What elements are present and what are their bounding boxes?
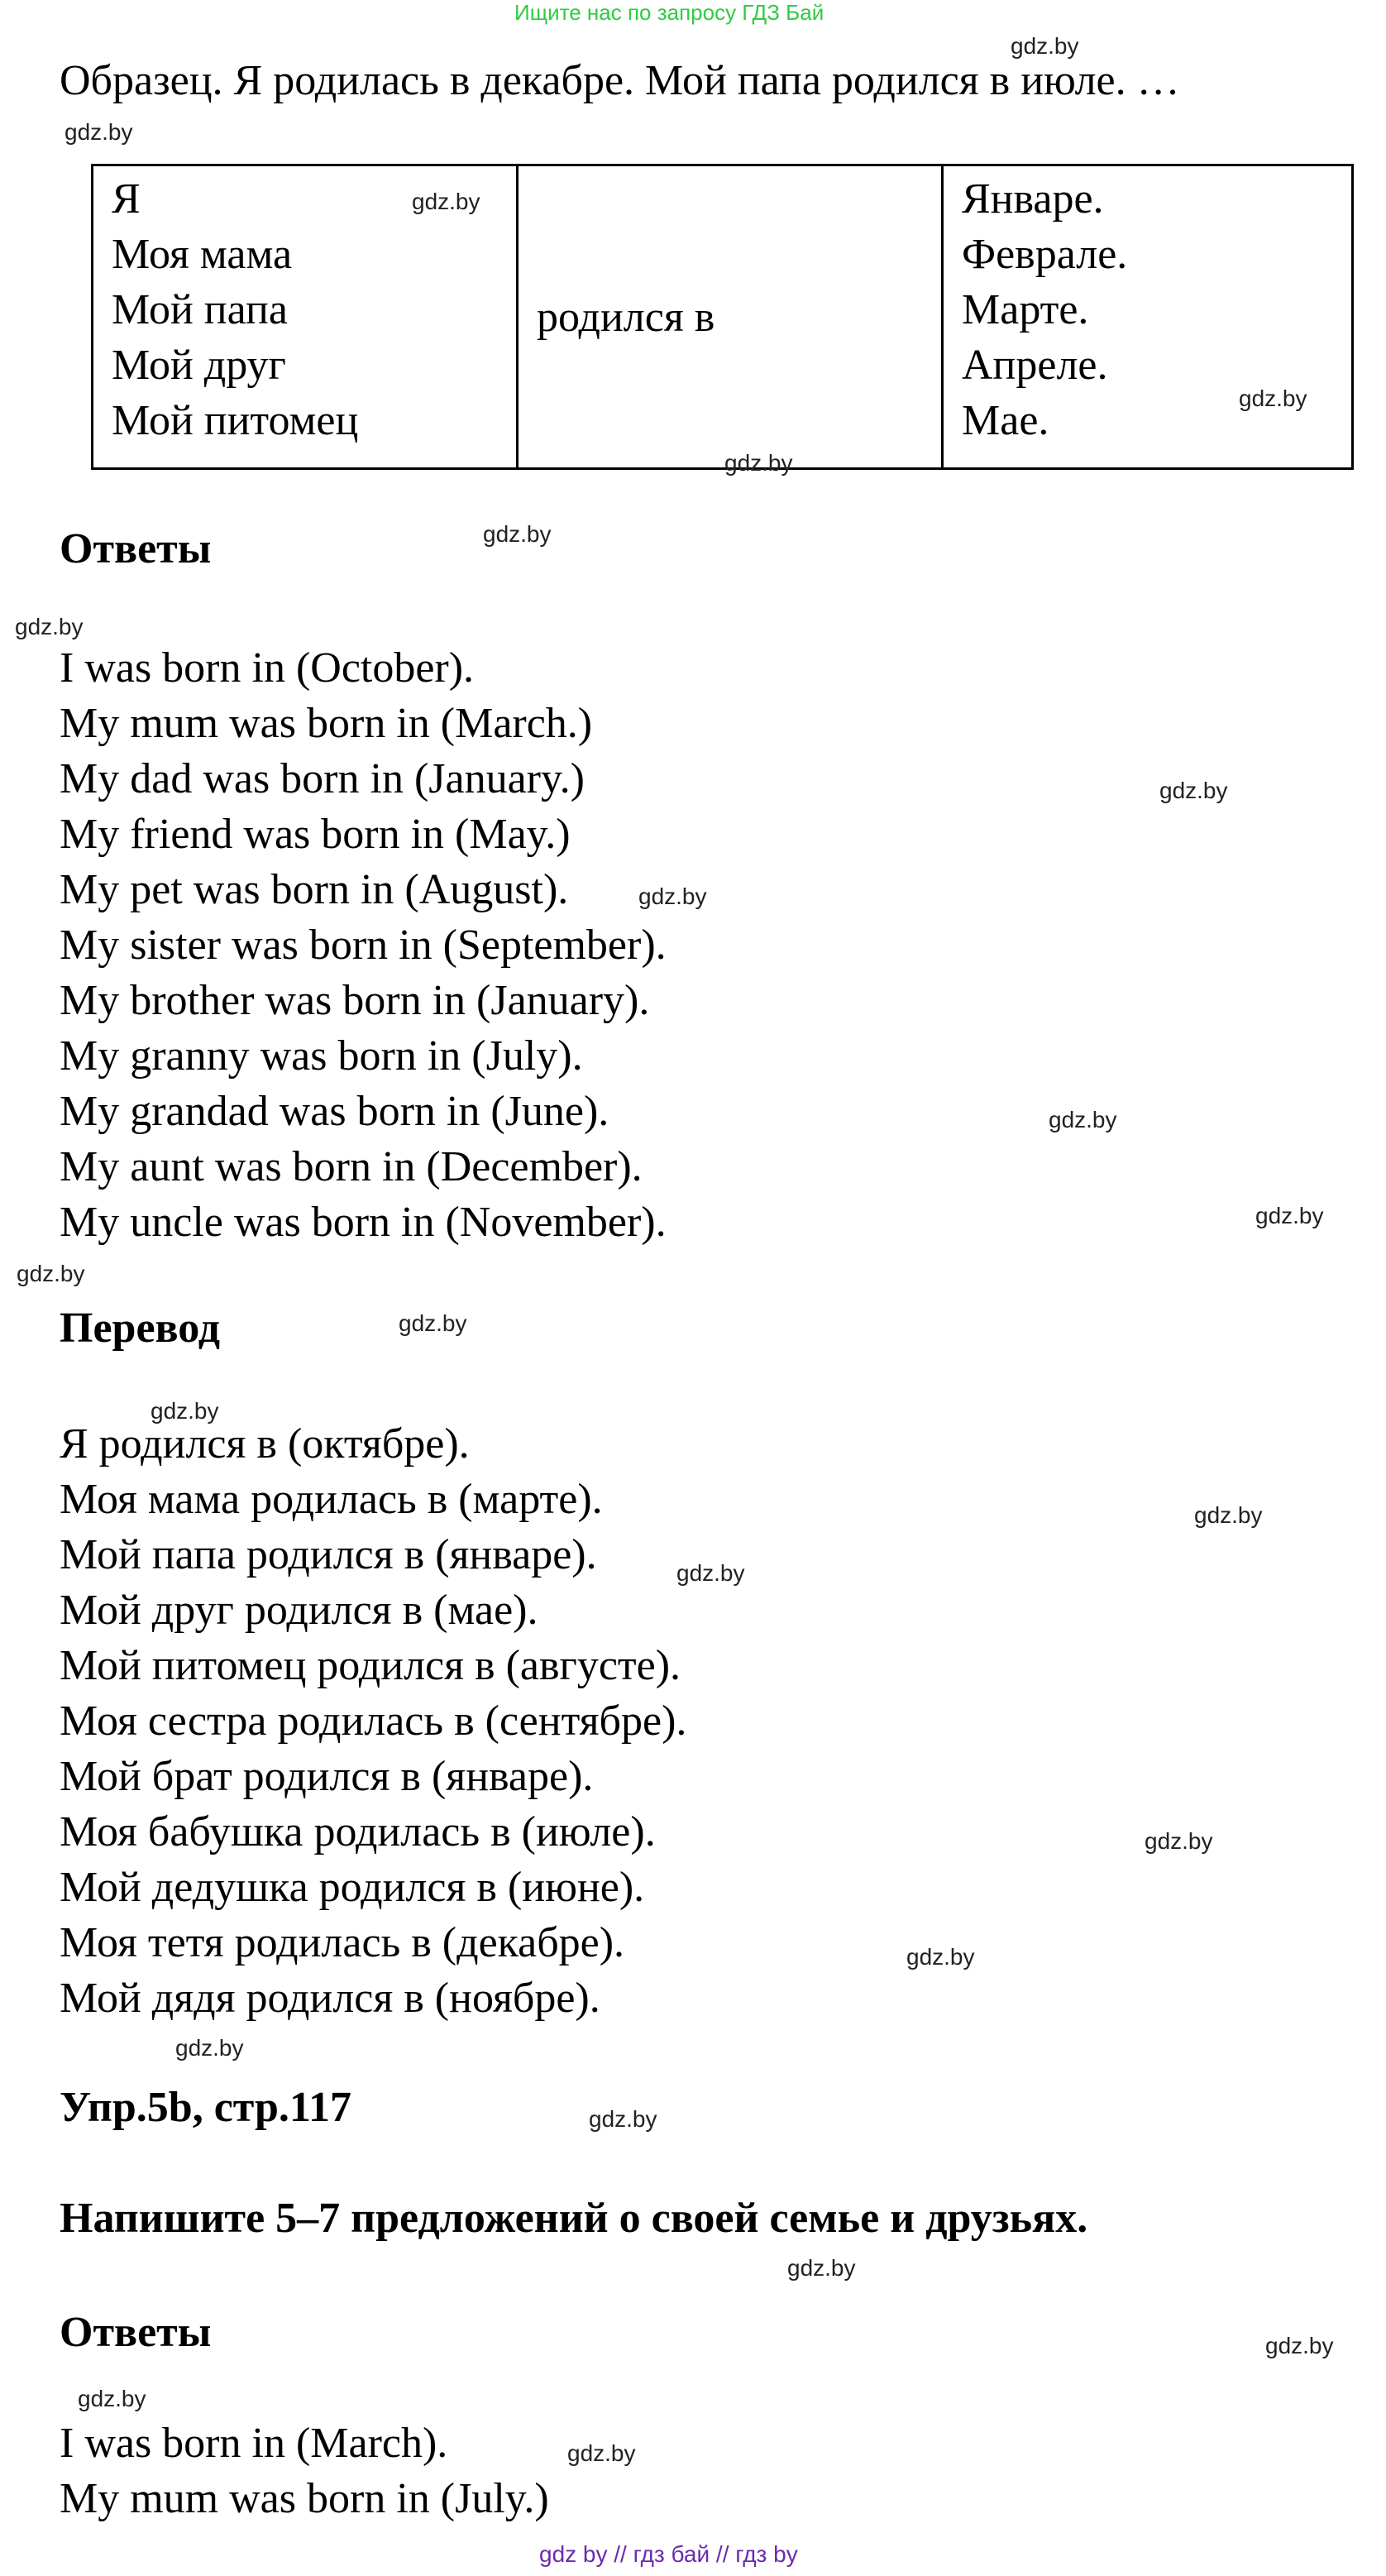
- watermark: gdz.by: [1255, 1203, 1324, 1228]
- watermark: gdz.by: [1011, 33, 1079, 59]
- list-item: Мой дедушка родился в (июне).: [60, 1864, 645, 1911]
- table-cell: Мой друг: [112, 342, 286, 389]
- list-item: Мой дядя родился в (ноябре).: [60, 1975, 600, 2022]
- watermark: gdz.by: [1049, 1107, 1117, 1132]
- watermark: gdz.by: [1145, 1828, 1213, 1854]
- list-item: Моя бабушка родилась в (июле).: [60, 1808, 656, 1855]
- watermark: gdz.by: [17, 1261, 85, 1286]
- watermark: gdz.by: [638, 883, 707, 909]
- months-column: [943, 165, 1353, 469]
- watermark: gdz.by: [724, 450, 793, 476]
- watermark: gdz.by: [151, 1398, 219, 1424]
- watermark: gdz.by: [78, 2386, 146, 2411]
- watermark: gdz.by: [567, 2440, 636, 2466]
- answers-heading: Ответы: [60, 525, 212, 572]
- list-item: I was born in (March).: [60, 2420, 448, 2467]
- table-cell: Моя мама: [112, 231, 293, 278]
- table-cell: родился в: [537, 293, 715, 341]
- table-cell: Мой папа: [112, 286, 288, 333]
- list-item: My grandad was born in (June).: [60, 1088, 609, 1135]
- list-item: My mum was born in (March.): [60, 700, 593, 747]
- answers2-heading: Ответы: [60, 2309, 212, 2356]
- list-item: Моя мама родилась в (марте).: [60, 1476, 603, 1523]
- task-text: Напишите 5–7 предложений о своей семье и друзьях.: [60, 2195, 1088, 2242]
- list-item: My pet was born in (August).: [60, 866, 569, 913]
- watermark: gdz.by: [1159, 778, 1228, 803]
- table-cell: Я: [112, 175, 141, 223]
- list-item: Моя сестра родилась в (сентябре).: [60, 1697, 687, 1745]
- watermark: gdz.by: [15, 614, 84, 639]
- list-item: My friend was born in (May.): [60, 811, 571, 858]
- list-item: Мой брат родился в (январе).: [60, 1753, 594, 1800]
- watermark: gdz.by: [483, 521, 552, 547]
- list-item: My sister was born in (September).: [60, 922, 667, 969]
- list-item: My brother was born in (January).: [60, 977, 650, 1024]
- watermark: gdz.by: [1194, 1502, 1263, 1528]
- table-cell: Мае.: [962, 397, 1049, 444]
- watermark: gdz.by: [1265, 2333, 1334, 2358]
- watermark: gdz.by: [175, 2035, 244, 2061]
- list-item: Моя тетя родилась в (декабре).: [60, 1919, 625, 1966]
- translation-list: [60, 1416, 686, 2026]
- list-item: My mum was born in (July.): [60, 2475, 549, 2522]
- list-item: Мой питомец родился в (августе).: [60, 1642, 681, 1689]
- sample-sentence: Образец. Я родилась в декабре. Мой папа родился в июле. …: [60, 57, 1180, 104]
- table-cell: Марте.: [962, 286, 1089, 333]
- list-item: My aunt was born in (December).: [60, 1143, 643, 1190]
- list-item: Мой друг родился в (мае).: [60, 1587, 538, 1634]
- list-item: Мой папа родился в (январе).: [60, 1531, 597, 1578]
- table-cell: Феврале.: [962, 231, 1128, 278]
- footer-links[interactable]: gdz by // гдз бай // гдз by: [539, 2541, 798, 2567]
- answers-list: [60, 640, 667, 1250]
- answers2-list: [60, 2416, 549, 2526]
- watermark: gdz.by: [589, 2106, 657, 2132]
- list-item: My granny was born in (July).: [60, 1032, 583, 1080]
- sample-table: [91, 164, 1354, 470]
- list-item: I was born in (October).: [60, 644, 475, 692]
- table-cell: Апреле.: [962, 342, 1108, 389]
- watermark: gdz.by: [906, 1944, 975, 1970]
- list-item: My uncle was born in (November).: [60, 1199, 667, 1246]
- watermark: gdz.by: [412, 189, 480, 214]
- table-cell: Мой питомец: [112, 397, 359, 444]
- watermark: gdz.by: [787, 2255, 856, 2281]
- watermark: gdz.by: [399, 1310, 467, 1336]
- watermark: gdz.by: [1239, 385, 1307, 411]
- watermark: gdz.by: [676, 1560, 745, 1586]
- exercise-title: Упр.5b, стр.117: [60, 2084, 352, 2131]
- watermark: gdz.by: [65, 119, 133, 145]
- translation-heading: Перевод: [60, 1305, 221, 1352]
- list-item: My dad was born in (January.): [60, 755, 585, 802]
- table-cell: Январе.: [962, 175, 1104, 223]
- list-item: Я родился в (октябре).: [60, 1420, 470, 1468]
- search-banner[interactable]: Ищите нас по запросу ГДЗ Бай: [514, 0, 824, 25]
- verb-column: [518, 165, 943, 469]
